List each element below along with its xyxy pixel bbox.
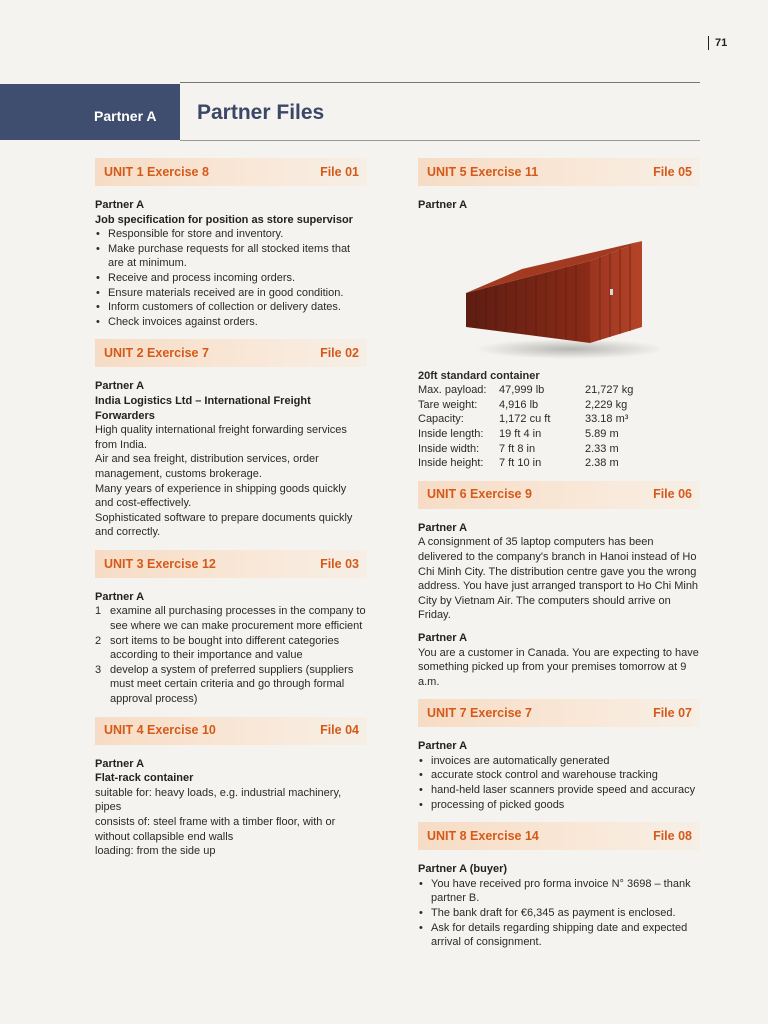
unit-7-section <box>418 699 700 812</box>
list-item: • accurate stock control and warehouse tracking <box>418 768 700 783</box>
list-item: • Ensure materials received are in good condition. <box>95 286 367 301</box>
unit-4-bar <box>95 717 367 745</box>
list-item: • Inform customers of collection or delivery dates. <box>95 300 367 315</box>
unit-4-line: consists of: steel frame with a timber floor, with or without collapsible end walls <box>95 816 336 843</box>
unit-6-text-second: You are a customer in Canada. You are expecting to have something picked up from your premises tomorrow at 9 a.m. <box>418 646 699 688</box>
unit-2-partner: Partner A <box>95 380 145 393</box>
unit-6-bar <box>418 481 700 509</box>
spec-metric: 5.89 m <box>585 427 619 440</box>
unit-1-file: File 01 <box>320 164 359 179</box>
unit-7-title: UNIT 7 Exercise 7 <box>427 705 532 720</box>
unit-8-list <box>418 877 700 950</box>
unit-4-heading: Flat-rack container <box>95 772 194 785</box>
unit-4-line: suitable for: heavy loads, e.g. industrial machinery, pipes <box>95 786 342 814</box>
table-row <box>418 398 633 413</box>
spec-imperial: 47,999 lb <box>499 384 545 397</box>
list-item: • The bank draft for €6,345 as payment is enclosed. <box>418 906 700 921</box>
item-number: 3 <box>95 663 102 676</box>
right-column <box>418 158 700 960</box>
unit-5-section <box>418 158 700 471</box>
spec-metric: 21,727 kg <box>585 384 634 397</box>
spec-label: Inside height: <box>418 457 484 470</box>
spec-label: Max. payload: <box>418 384 487 397</box>
unit-6-file: File 06 <box>653 487 692 502</box>
unit-3-title: UNIT 3 Exercise 12 <box>104 556 216 571</box>
unit-2-title: UNIT 2 Exercise 7 <box>104 346 209 361</box>
unit-4-title: UNIT 4 Exercise 10 <box>104 723 216 738</box>
unit-6-partner-second: Partner A <box>418 631 468 644</box>
unit-3-partner: Partner A <box>95 590 145 603</box>
unit-2-section <box>95 339 367 540</box>
partner-label: Partner A <box>94 108 157 124</box>
unit-4-partner: Partner A <box>95 757 145 770</box>
unit-7-file: File 07 <box>653 705 692 720</box>
list-item: • processing of picked goods <box>418 798 700 813</box>
unit-6-section <box>418 481 700 690</box>
unit-3-section <box>95 550 367 707</box>
list-item: • You have received pro forma invoice N° 3698 – thank partner B. <box>418 877 700 906</box>
unit-1-section <box>95 158 367 329</box>
unit-7-partner: Partner A <box>418 740 468 753</box>
unit-2-bar <box>95 339 367 367</box>
spec-label: Capacity: <box>418 413 464 426</box>
spec-label: Tare weight: <box>418 398 478 411</box>
spec-imperial: 19 ft 4 in <box>499 427 542 440</box>
spec-metric: 33.18 m³ <box>585 413 629 426</box>
unit-6-partner: Partner A <box>418 521 468 534</box>
unit-3-list <box>95 604 367 706</box>
table-row <box>418 427 633 442</box>
unit-8-section <box>418 822 700 950</box>
table-row <box>418 412 633 427</box>
spec-imperial: 7 ft 10 in <box>499 457 542 470</box>
unit-3-bar <box>95 550 367 578</box>
unit-6-title: UNIT 6 Exercise 9 <box>427 487 532 502</box>
unit-8-partner: Partner A (buyer) <box>418 863 508 876</box>
list-item: • Make purchase requests for all stocked items that are at minimum. <box>95 242 367 271</box>
unit-5-file: File 05 <box>653 164 692 179</box>
header-bottom-rule <box>180 140 700 141</box>
list-item <box>95 604 367 633</box>
table-row <box>418 383 633 398</box>
unit-1-title: UNIT 1 Exercise 8 <box>104 164 209 179</box>
unit-4-line: loading: from the side up <box>95 845 216 858</box>
item-number: 2 <box>95 634 102 647</box>
item-text: develop a system of preferred suppliers (suppliers must meet certain criteria and go through formal approval process) <box>110 663 354 706</box>
spec-label: Inside length: <box>418 427 484 440</box>
list-item <box>95 634 367 663</box>
list-item: • Ask for details regarding shipping date and expected arrival of consignment. <box>418 921 700 950</box>
unit-5-partner: Partner A <box>418 199 468 211</box>
spec-metric: 2.38 m <box>585 457 619 470</box>
unit-1-bar <box>95 158 367 186</box>
page-number: 71 <box>708 36 727 50</box>
unit-7-bar <box>418 699 700 727</box>
spec-label: Inside width: <box>418 442 480 455</box>
list-item: • Responsible for store and inventory. <box>95 227 367 242</box>
unit-8-title: UNIT 8 Exercise 14 <box>427 828 539 843</box>
spec-metric: 2.33 m <box>585 442 619 455</box>
unit-2-heading: India Logistics Ltd – International Freight Forwarders <box>95 394 311 422</box>
unit-6-text: A consignment of 35 laptop computers has been delivered to the company's branch in Hanoi instead of Ho Chi Minh City. The distribution centre gave you the wrong address. You have just arranged transport to Ho Chi Minh City by Vietnam Air. The computers should arrive on Friday. <box>418 536 699 622</box>
spec-imperial: 4,916 lb <box>499 398 539 411</box>
unit-2-paragraph: Many years of experience in shipping goods quickly and cost-effectively. <box>95 482 347 510</box>
unit-8-bar <box>418 822 700 850</box>
list-item <box>95 663 367 707</box>
unit-2-file: File 02 <box>320 346 359 361</box>
unit-2-paragraph: High quality international freight forwarding services from India. <box>95 424 347 451</box>
unit-4-section <box>95 717 367 859</box>
shipping-container-image <box>460 231 660 361</box>
unit-2-paragraph: Air and sea freight, distribution services, order management, customs brokerage. <box>95 453 319 480</box>
header-top-rule <box>180 82 700 83</box>
table-row <box>418 456 633 471</box>
item-number: 1 <box>95 605 102 618</box>
unit-5-bar <box>418 158 700 186</box>
list-item: • hand-held laser scanners provide speed and accuracy <box>418 783 700 798</box>
unit-8-file: File 08 <box>653 828 692 843</box>
unit-1-partner: Partner A <box>95 199 145 211</box>
page-title: Partner Files <box>197 101 325 124</box>
spec-imperial: 1,172 cu ft <box>499 413 551 426</box>
spec-metric: 2,229 kg <box>585 398 628 411</box>
unit-4-file: File 04 <box>320 723 359 738</box>
unit-5-title: UNIT 5 Exercise 11 <box>427 164 539 179</box>
left-column <box>95 158 367 869</box>
table-row <box>418 442 633 457</box>
item-text: sort items to be bought into different categories according to their importance and value <box>110 634 340 662</box>
unit-1-list <box>95 227 367 329</box>
container-spec-table <box>418 383 633 471</box>
list-item: • Check invoices against orders. <box>95 315 367 330</box>
unit-2-paragraph: Sophisticated software to prepare documents quickly and correctly. <box>95 511 353 539</box>
spec-title: 20ft standard container <box>418 369 540 382</box>
unit-7-list <box>418 754 700 812</box>
unit-3-file: File 03 <box>320 556 359 571</box>
list-item: • Receive and process incoming orders. <box>95 271 367 286</box>
unit-1-heading: Job specification for position as store supervisor <box>95 213 353 226</box>
spec-imperial: 7 ft 8 in <box>499 442 536 455</box>
list-item: • invoices are automatically generated <box>418 754 700 769</box>
item-text: examine all purchasing processes in the company to see where we can make procurement more efficient <box>110 605 366 633</box>
